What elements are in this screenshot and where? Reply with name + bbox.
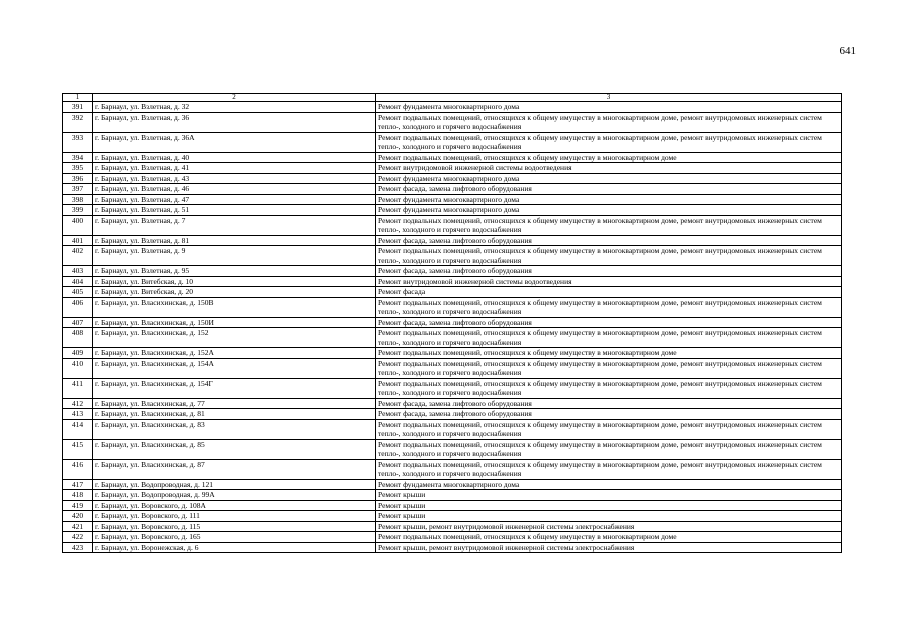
row-work-cell: Ремонт внутридомовой инженерной системы водоотведения [376, 163, 842, 174]
row-address-cell: г. Барнаул, ул. Воронежская, д. 6 [93, 542, 376, 553]
table-row [63, 152, 842, 163]
row-address-cell: г. Барнаул, ул. Взлетная, д. 36 [93, 112, 376, 132]
row-address-cell: г. Барнаул, ул. Взлетная, д. 47 [93, 194, 376, 205]
table-header-row [63, 94, 842, 102]
row-address-cell: г. Барнаул, ул. Взлетная, д. 40 [93, 152, 376, 163]
row-address-cell: г. Барнаул, ул. Воровского, д. 165 [93, 532, 376, 543]
table-row [63, 378, 842, 398]
row-address-cell: г. Барнаул, ул. Власихинская, д. 154А [93, 358, 376, 378]
row-number-cell: 419 [63, 500, 93, 511]
row-work-cell: Ремонт фасада, замена лифтового оборудования [376, 235, 842, 246]
row-address-cell: г. Барнаул, ул. Витебская, д. 10 [93, 276, 376, 287]
row-number-cell: 393 [63, 132, 93, 152]
row-work-cell: Ремонт фасада, замена лифтового оборудования [376, 184, 842, 195]
row-work-cell: Ремонт подвальных помещений, относящихся к общему имуществу в многоквартирном доме [376, 532, 842, 543]
row-number-cell: 413 [63, 409, 93, 420]
row-work-cell: Ремонт подвальных помещений, относящихся к общему имуществу в многоквартирном доме, ремонт внутридомовых инженерных систем тепло-, холодного и горячего водоснабжения [376, 459, 842, 479]
row-number-cell: 409 [63, 348, 93, 359]
table-row [63, 215, 842, 235]
repair-register-table [62, 93, 842, 553]
row-number-cell: 408 [63, 328, 93, 348]
table-row [63, 348, 842, 359]
table-row [63, 398, 842, 409]
table-row [63, 521, 842, 532]
table-row [63, 276, 842, 287]
row-work-cell: Ремонт фасада, замена лифтового оборудования [376, 266, 842, 277]
table-row [63, 479, 842, 490]
row-number-cell: 397 [63, 184, 93, 195]
row-work-cell: Ремонт подвальных помещений, относящихся к общему имуществу в многоквартирном доме, ремонт внутридомовых инженерных систем тепло-, холодного и горячего водоснабжения [376, 419, 842, 439]
row-work-cell: Ремонт подвальных помещений, относящихся к общему имуществу в многоквартирном доме, ремонт внутридомовых инженерных систем тепло-, холодного и горячего водоснабжения [376, 358, 842, 378]
table-row [63, 297, 842, 317]
row-number-cell: 391 [63, 102, 93, 113]
row-address-cell: г. Барнаул, ул. Взлетная, д. 95 [93, 266, 376, 277]
row-address-cell: г. Барнаул, ул. Водопроводная, д. 121 [93, 479, 376, 490]
table-row [63, 184, 842, 195]
row-number-cell: 418 [63, 490, 93, 501]
row-work-cell: Ремонт фундамента многоквартирного дома [376, 479, 842, 490]
table-row [63, 205, 842, 216]
row-work-cell: Ремонт крыши [376, 490, 842, 501]
row-number-cell: 410 [63, 358, 93, 378]
row-work-cell: Ремонт подвальных помещений, относящихся к общему имуществу в многоквартирном доме, ремонт внутридомовых инженерных систем тепло-, холодного и горячего водоснабжения [376, 297, 842, 317]
table-row [63, 511, 842, 522]
column-header-number: 1 [63, 94, 93, 102]
row-number-cell: 423 [63, 542, 93, 553]
row-address-cell: г. Барнаул, ул. Власихинская, д. 150И [93, 317, 376, 328]
table-row [63, 112, 842, 132]
table-row [63, 266, 842, 277]
table-row [63, 542, 842, 553]
table-row [63, 439, 842, 459]
row-work-cell: Ремонт подвальных помещений, относящихся к общему имуществу в многоквартирном доме, ремонт внутридомовых инженерных систем тепло-, холодного и горячего водоснабжения [376, 246, 842, 266]
row-number-cell: 414 [63, 419, 93, 439]
row-address-cell: г. Барнаул, ул. Взлетная, д. 9 [93, 246, 376, 266]
row-number-cell: 392 [63, 112, 93, 132]
row-work-cell: Ремонт подвальных помещений, относящихся к общему имуществу в многоквартирном доме, ремонт внутридомовых инженерных систем тепло-, холодного и горячего водоснабжения [376, 132, 842, 152]
row-number-cell: 412 [63, 398, 93, 409]
table-row [63, 163, 842, 174]
row-work-cell: Ремонт фундамента многоквартирного дома [376, 194, 842, 205]
row-number-cell: 402 [63, 246, 93, 266]
row-number-cell: 411 [63, 378, 93, 398]
row-work-cell: Ремонт внутридомовой инженерной системы водоотведения [376, 276, 842, 287]
row-address-cell: г. Барнаул, ул. Власихинская, д. 154Г [93, 378, 376, 398]
table-row [63, 246, 842, 266]
row-work-cell: Ремонт подвальных помещений, относящихся к общему имуществу в многоквартирном доме, ремонт внутридомовых инженерных систем тепло-, холодного и горячего водоснабжения [376, 328, 842, 348]
row-work-cell: Ремонт подвальных помещений, относящихся к общему имуществу в многоквартирном доме [376, 348, 842, 359]
row-address-cell: г. Барнаул, ул. Власихинская, д. 85 [93, 439, 376, 459]
row-number-cell: 406 [63, 297, 93, 317]
row-work-cell: Ремонт подвальных помещений, относящихся к общему имуществу в многоквартирном доме [376, 152, 842, 163]
row-work-cell: Ремонт крыши [376, 500, 842, 511]
table-row [63, 409, 842, 420]
row-number-cell: 416 [63, 459, 93, 479]
table-row [63, 287, 842, 298]
column-header-work: 3 [376, 94, 842, 102]
row-work-cell: Ремонт крыши, ремонт внутридомовой инженерной системы электроснабжения [376, 542, 842, 553]
table-row [63, 194, 842, 205]
table-row [63, 235, 842, 246]
row-number-cell: 400 [63, 215, 93, 235]
row-work-cell: Ремонт подвальных помещений, относящихся к общему имуществу в многоквартирном доме, ремонт внутридомовых инженерных систем тепло-, холодного и горячего водоснабжения [376, 439, 842, 459]
row-number-cell: 398 [63, 194, 93, 205]
row-address-cell: г. Барнаул, ул. Взлетная, д. 32 [93, 102, 376, 113]
table-row [63, 490, 842, 501]
row-address-cell: г. Барнаул, ул. Взлетная, д. 7 [93, 215, 376, 235]
page-number: 641 [839, 45, 856, 57]
row-address-cell: г. Барнаул, ул. Взлетная, д. 46 [93, 184, 376, 195]
row-work-cell: Ремонт фасада, замена лифтового оборудования [376, 317, 842, 328]
row-work-cell: Ремонт фасада, замена лифтового оборудования [376, 409, 842, 420]
row-work-cell: Ремонт фундамента многоквартирного дома [376, 205, 842, 216]
row-work-cell: Ремонт фундамента многоквартирного дома [376, 173, 842, 184]
row-number-cell: 403 [63, 266, 93, 277]
row-work-cell: Ремонт фасада [376, 287, 842, 298]
row-work-cell: Ремонт крыши [376, 511, 842, 522]
row-number-cell: 404 [63, 276, 93, 287]
table-row [63, 532, 842, 543]
row-number-cell: 422 [63, 532, 93, 543]
table-row [63, 132, 842, 152]
row-number-cell: 415 [63, 439, 93, 459]
row-work-cell: Ремонт крыши, ремонт внутридомовой инженерной системы электроснабжения [376, 521, 842, 532]
row-address-cell: г. Барнаул, ул. Власихинская, д. 81 [93, 409, 376, 420]
row-number-cell: 417 [63, 479, 93, 490]
row-number-cell: 395 [63, 163, 93, 174]
row-address-cell: г. Барнаул, ул. Власихинская, д. 83 [93, 419, 376, 439]
row-number-cell: 405 [63, 287, 93, 298]
table-row [63, 102, 842, 113]
table-row [63, 173, 842, 184]
row-address-cell: г. Барнаул, ул. Взлетная, д. 36А [93, 132, 376, 152]
row-work-cell: Ремонт подвальных помещений, относящихся к общему имуществу в многоквартирном доме, ремонт внутридомовых инженерных систем тепло-, холодного и горячего водоснабжения [376, 378, 842, 398]
row-number-cell: 394 [63, 152, 93, 163]
row-number-cell: 420 [63, 511, 93, 522]
row-number-cell: 407 [63, 317, 93, 328]
row-address-cell: г. Барнаул, ул. Власихинская, д. 87 [93, 459, 376, 479]
row-address-cell: г. Барнаул, ул. Взлетная, д. 41 [93, 163, 376, 174]
row-address-cell: г. Барнаул, ул. Витебская, д. 20 [93, 287, 376, 298]
row-address-cell: г. Барнаул, ул. Власихинская, д. 77 [93, 398, 376, 409]
row-address-cell: г. Барнаул, ул. Воровского, д. 111 [93, 511, 376, 522]
row-address-cell: г. Барнаул, ул. Взлетная, д. 51 [93, 205, 376, 216]
column-header-address: 2 [93, 94, 376, 102]
row-number-cell: 396 [63, 173, 93, 184]
row-address-cell: г. Барнаул, ул. Власихинская, д. 150В [93, 297, 376, 317]
table-row [63, 328, 842, 348]
row-number-cell: 401 [63, 235, 93, 246]
row-address-cell: г. Барнаул, ул. Воровского, д. 115 [93, 521, 376, 532]
row-address-cell: г. Барнаул, ул. Власихинская, д. 152А [93, 348, 376, 359]
row-number-cell: 421 [63, 521, 93, 532]
row-number-cell: 399 [63, 205, 93, 216]
row-address-cell: г. Барнаул, ул. Взлетная, д. 81 [93, 235, 376, 246]
table-row [63, 419, 842, 439]
row-address-cell: г. Барнаул, ул. Водопроводная, д. 99А [93, 490, 376, 501]
table-row [63, 500, 842, 511]
row-work-cell: Ремонт фундамента многоквартирного дома [376, 102, 842, 113]
table-row [63, 317, 842, 328]
table-row [63, 459, 842, 479]
row-address-cell: г. Барнаул, ул. Власихинская, д. 152 [93, 328, 376, 348]
table-row [63, 358, 842, 378]
row-work-cell: Ремонт фасада, замена лифтового оборудования [376, 398, 842, 409]
row-address-cell: г. Барнаул, ул. Взлетная, д. 43 [93, 173, 376, 184]
row-address-cell: г. Барнаул, ул. Воровского, д. 108А [93, 500, 376, 511]
row-work-cell: Ремонт подвальных помещений, относящихся к общему имуществу в многоквартирном доме, ремонт внутридомовых инженерных систем тепло-, холодного и горячего водоснабжения [376, 215, 842, 235]
row-work-cell: Ремонт подвальных помещений, относящихся к общему имуществу в многоквартирном доме, ремонт внутридомовых инженерных систем тепло-, холодного и горячего водоснабжения [376, 112, 842, 132]
